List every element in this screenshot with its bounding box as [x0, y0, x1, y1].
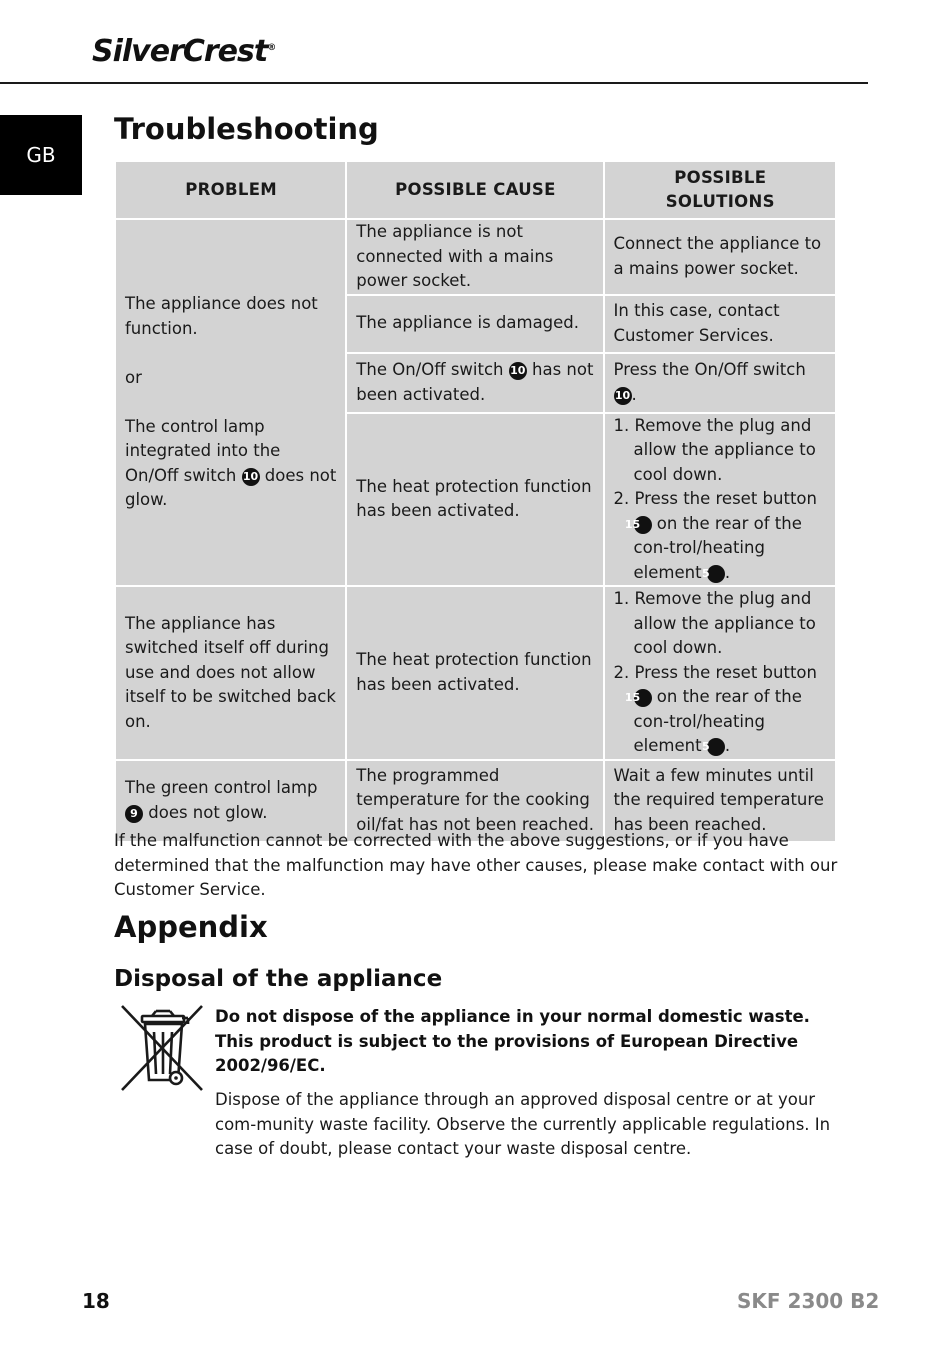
troubleshooting-table — [114, 160, 837, 843]
disposal-text: Dispose of the appliance through an approved disposal centre or at your com-munity waste facility. Observe the currently applicable regulations. In case of doubt, please contact your waste disposal centre. — [215, 1090, 831, 1158]
solution-step: 1. Remove the plug and allow the appliance to cool down. — [613, 415, 816, 484]
cause-cell: The appliance is damaged. — [346, 295, 603, 353]
header-problem: PROBLEM — [115, 161, 346, 219]
cause-cell: The On/Off switch 10 has not been activated. — [346, 353, 603, 413]
disposal-warning: Do not dispose of the appliance in your normal domestic waste. This product is subject to the provisions of European Directive 2002/96/EC. — [215, 1007, 810, 1075]
solution-cell: Wait a few minutes until the required temperature has been reached. — [604, 760, 836, 842]
part-number-badge: 10 — [614, 387, 632, 405]
solution-step: 2. Press the reset button 15 on the rear of the con-trol/heating element 5 . — [613, 662, 817, 755]
part-number-badge: 5 — [707, 738, 725, 756]
troubleshooting-title: Troubleshooting — [114, 112, 379, 146]
brand-logo: SilverCrest® — [92, 34, 276, 69]
crossed-out-wheelie-bin-icon — [116, 1002, 206, 1096]
header-divider — [0, 82, 868, 84]
part-number-badge: 5 — [707, 565, 725, 583]
solution-cell: In this case, contact Customer Services. — [604, 295, 836, 353]
disposal-title: Disposal of the appliance — [114, 966, 443, 992]
problem-cell-1: The appliance does not function. or The control lamp integrated into the On/Off switch 10 does not glow. — [115, 219, 346, 586]
solution-cell — [604, 586, 836, 760]
table-header-row — [115, 161, 836, 219]
cause-cell: The programmed temperature for the cooking oil/fat has not been reached. — [346, 760, 603, 842]
solution-step: 1. Remove the plug and allow the appliance to cool down. — [613, 589, 816, 657]
cause-cell: The appliance is not connected with a mains power socket. — [346, 219, 603, 295]
part-number-badge: 15 — [634, 689, 652, 707]
appendix-title: Appendix — [114, 910, 268, 944]
table-row — [115, 219, 836, 295]
cause-cell: The heat protection function has been activated. — [346, 413, 603, 587]
page-number: 18 — [82, 1289, 110, 1313]
solution-step: 2. Press the reset button 15 on the rear of the con-trol/heating element 5 . — [613, 489, 817, 582]
model-number: SKF 2300 B2 — [737, 1289, 880, 1313]
part-number-badge: 9 — [125, 805, 143, 823]
table-row — [115, 586, 836, 760]
part-number-badge: 15 — [634, 516, 652, 534]
header-solutions: POSSIBLE SOLUTIONS — [604, 161, 836, 219]
problem-cell-3: The green control lamp 9 does not glow. — [115, 760, 346, 842]
solution-cell: Press the On/Off switch 10. — [604, 353, 836, 413]
malfunction-note: If the malfunction cannot be corrected with the above suggestions, or if you have determined that the malfunction may have other causes, please make contact with our Customer Service. — [114, 831, 838, 899]
language-tab: GB — [0, 115, 82, 195]
part-number-badge: 10 — [509, 362, 527, 380]
part-number-badge: 10 — [242, 468, 260, 486]
cause-cell: The heat protection function has been activated. — [346, 586, 603, 760]
solution-cell: Connect the appliance to a mains power socket. — [604, 219, 836, 295]
problem-cell-2: The appliance has switched itself off during use and does not allow itself to be switched back on. — [115, 586, 346, 760]
header-cause: POSSIBLE CAUSE — [346, 161, 603, 219]
solution-cell — [604, 413, 836, 587]
